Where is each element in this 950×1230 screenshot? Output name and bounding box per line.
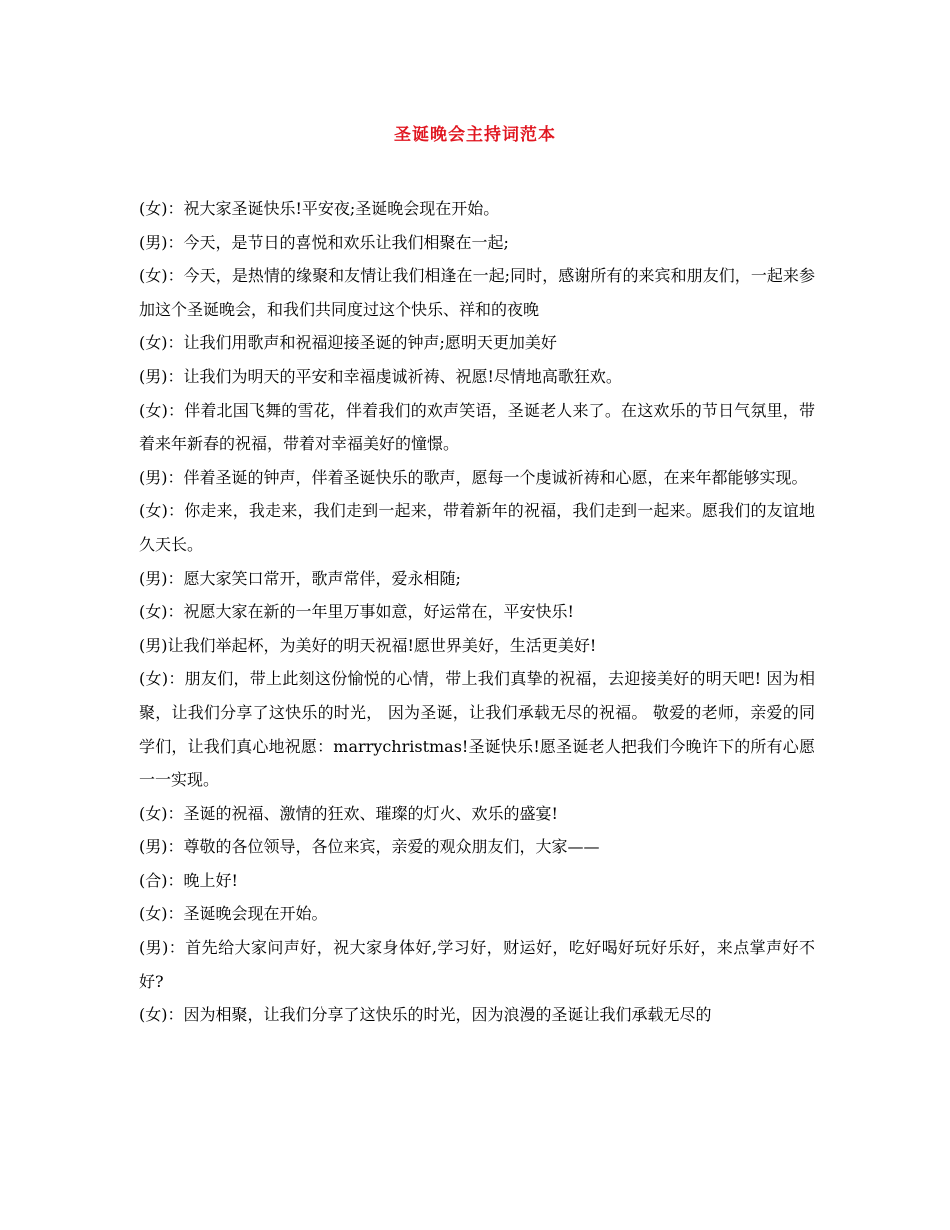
paragraph: (女)：让我们用歌声和祝福迎接圣诞的钟声;愿明天更加美好 [139,333,557,353]
paragraph: (男)：让我们为明天的平安和幸福虔诚祈祷、祝愿!尽情地高歌狂欢。 [139,366,622,386]
document-title: 圣诞晚会主持词范本 [394,125,556,145]
paragraph: (合)：晚上好! [139,870,238,890]
paragraph: (女)：因为相聚，让我们分享了这快乐的时光，因为浪漫的圣诞让我们承载无尽的 [139,1005,712,1025]
paragraph: (女)：朋友们，带上此刻这份愉悦的心情，带上我们真挚的祝福，去迎接美好的明天吧! 因为相聚，让我们分享了这快乐的时光， 因为圣诞，让我们承载无尽的祝福。 敬爱的老师，亲爱的同学们，让我们真心地祝愿：marrychristmas!圣诞快乐!愿圣诞老人把我们今晚许下的所有心愿一一实现。 [139,669,815,790]
paragraph: (女)：祝大家圣诞快乐!平安夜;圣诞晚会现在开始。 [139,199,500,218]
paragraph: (男)让我们举起杯，为美好的明天祝福!愿世界美好，生活更美好! [139,635,597,655]
document-body [139,192,815,1032]
paragraph: (女)：伴着北国飞舞的雪花，伴着我们的欢声笑语，圣诞老人来了。在这欢乐的节日气氛里，带着来年新春的祝福，带着对幸福美好的憧憬。 [139,400,815,454]
paragraph: (女)：圣诞晚会现在开始。 [139,904,328,924]
paragraph: (男)：今天，是节日的喜悦和欢乐让我们相聚在一起; [139,232,509,252]
paragraph: (男)：愿大家笑口常开，歌声常伴，爱永相随; [139,568,461,588]
paragraph: (男)：首先给大家问声好，祝大家身体好,学习好，财运好，吃好喝好玩好乐好，来点掌声好不好? [139,938,815,991]
paragraph: (女)：你走来，我走来，我们走到一起来，带着新年的祝福，我们走到一起来。愿我们的友谊地久天长。 [139,501,815,554]
paragraph: (女)：今天，是热情的缘聚和友情让我们相逢在一起;同时，感谢所有的来宾和朋友们，一起来参加这个圣诞晚会，和我们共同度过这个快乐、祥和的夜晚 [139,266,815,319]
paragraph: (女)：圣诞的祝福、激情的狂欢、璀璨的灯火、欢乐的盛宴! [139,803,558,823]
paragraph: (男)：伴着圣诞的钟声，伴着圣诞快乐的歌声，愿每一个虔诚祈祷和心愿，在来年都能够实现。 [139,467,808,487]
paragraph: (女)：祝愿大家在新的一年里万事如意，好运常在，平安快乐! [139,602,574,622]
paragraph: (男)：尊敬的各位领导，各位来宾，亲爱的观众朋友们，大家—— [139,837,600,857]
